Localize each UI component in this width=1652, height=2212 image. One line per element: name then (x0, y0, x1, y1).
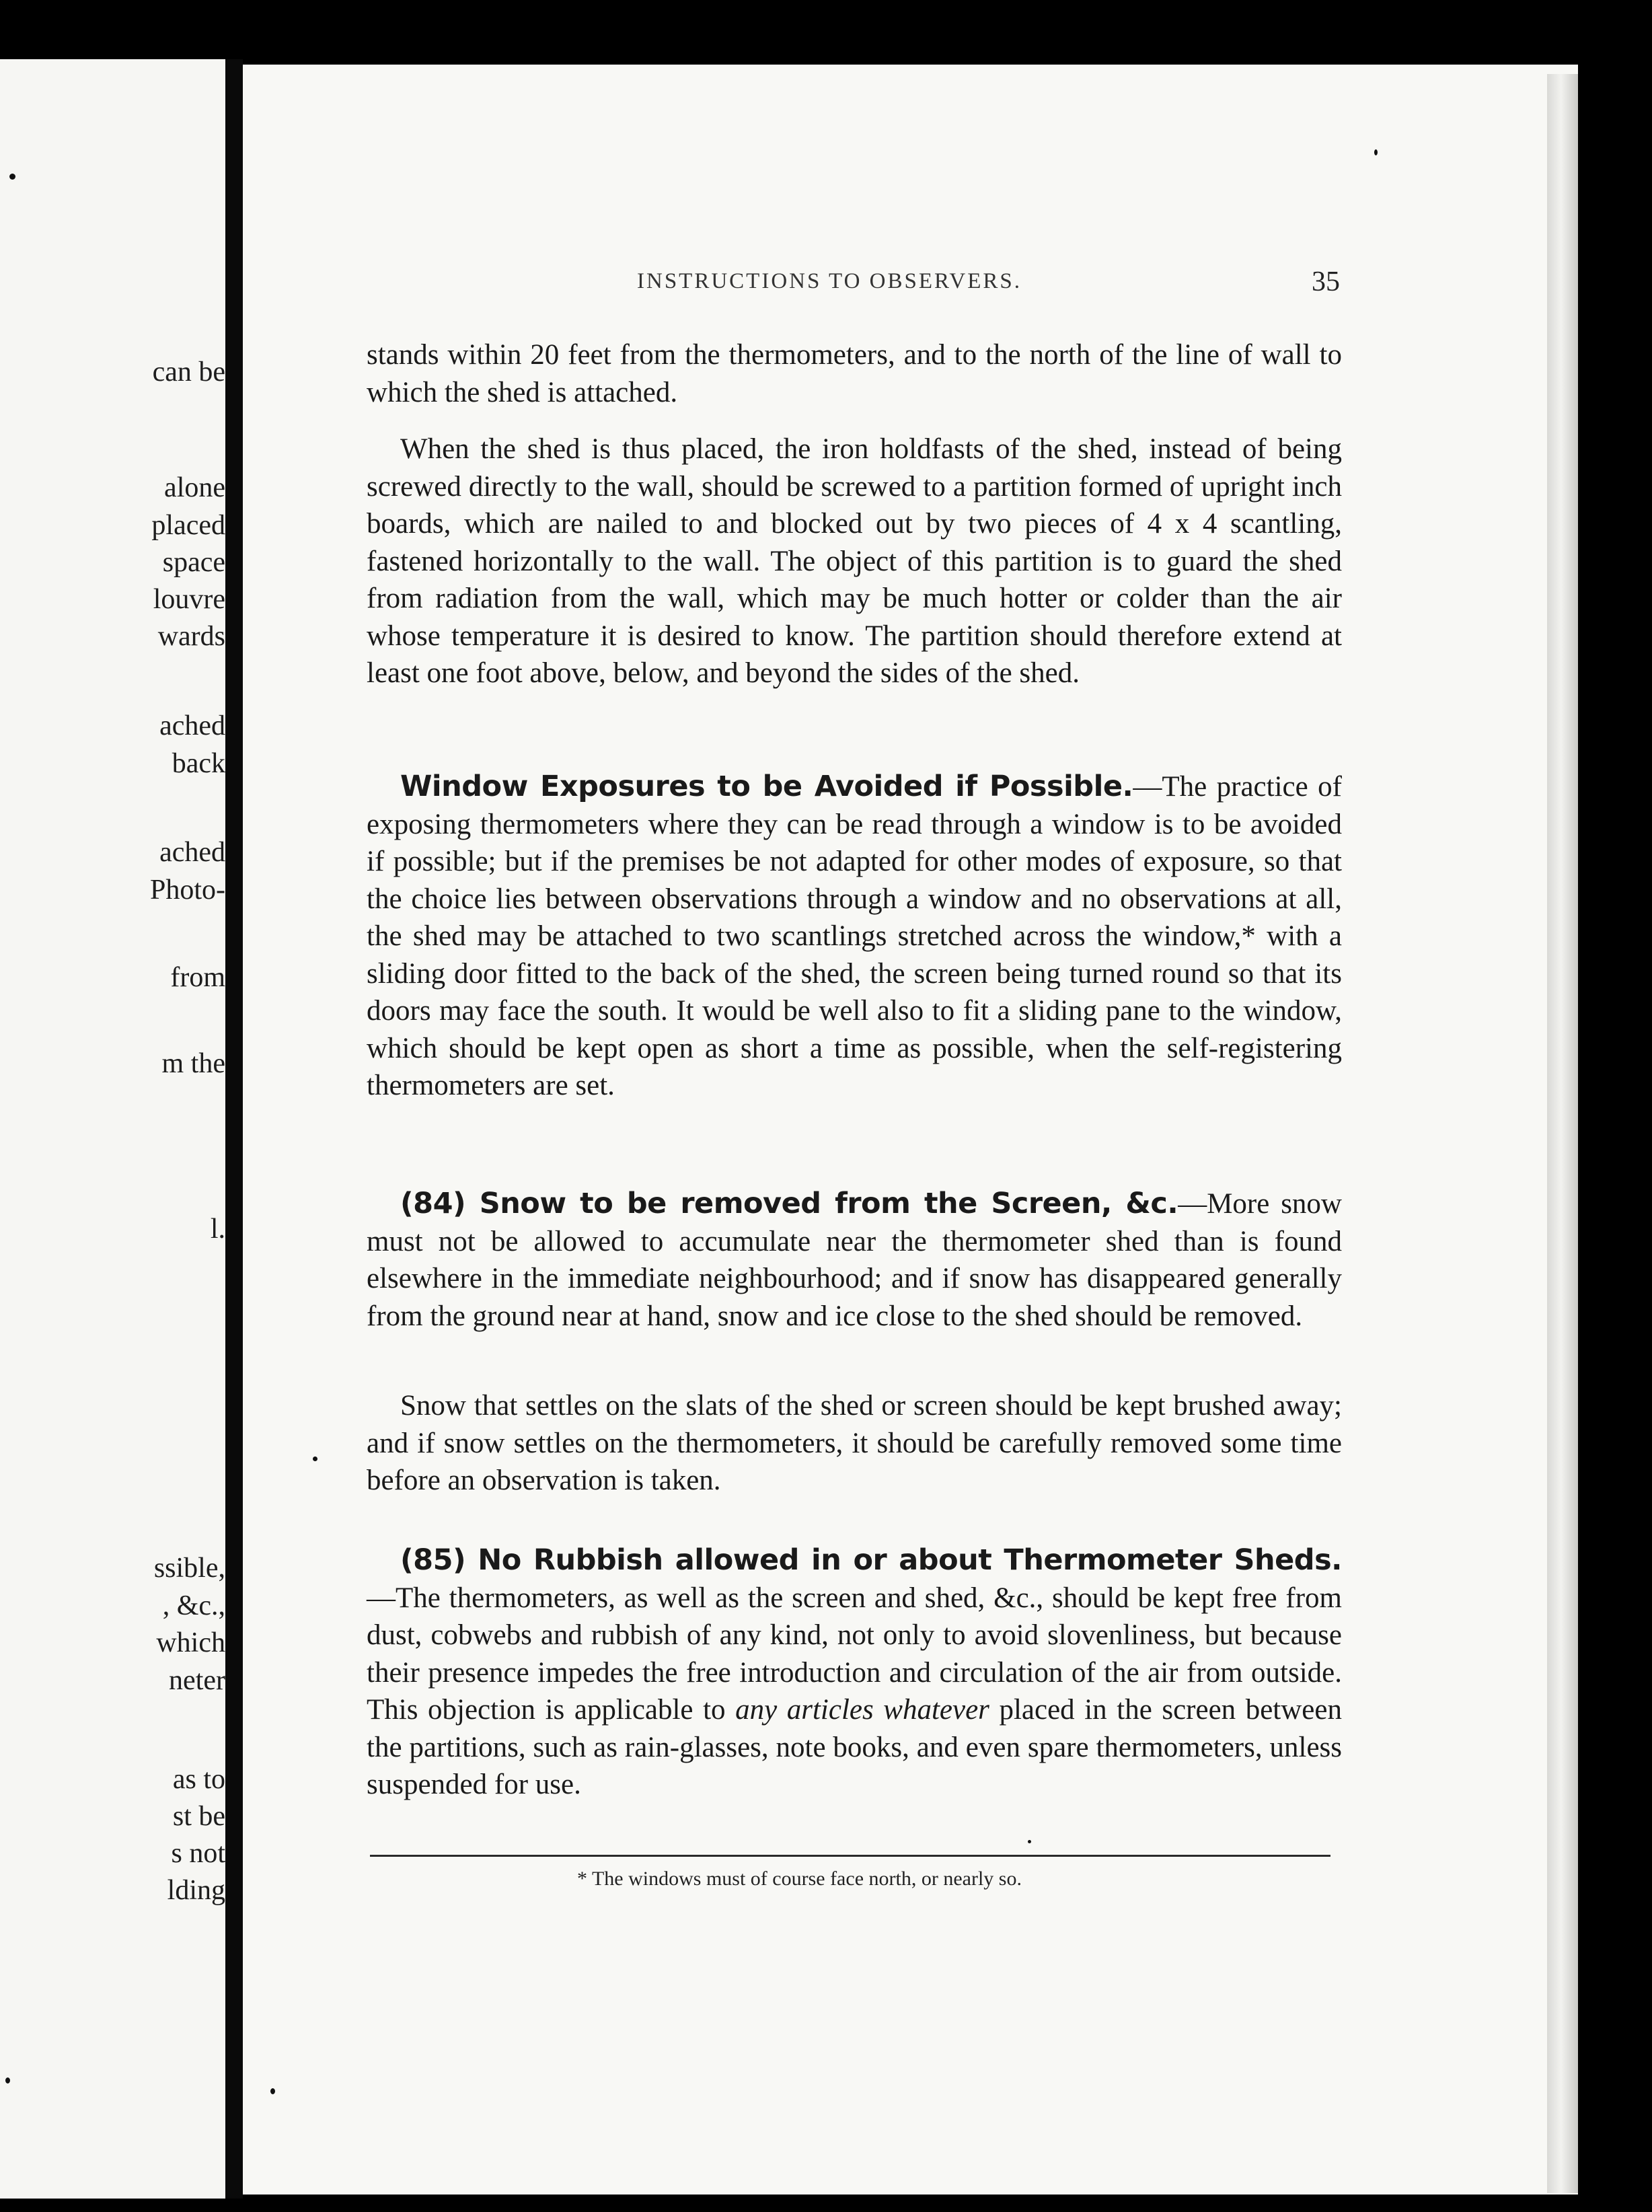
scan-speck (1028, 1840, 1031, 1843)
left-fragment: s not (171, 1838, 225, 1869)
left-fragment: m the (161, 1048, 225, 1079)
paragraph-text: When the shed is thus placed, the iron holdfasts of the shed, instead of being screwed directly to the wall, should be screwed to a partition formed of upright inch boards, which are nailed to and blocked out by two pieces of 4 x 4 scantling, fastened horizontally to the wall. The object of this partition is to guard the shed from radiation from the wall, which may be much hotter or colder than the air whose temperature it is desired to know. The partition should therefore extend at least one foot above, below, and beyond the sides of the shed. (367, 433, 1342, 689)
section-window-exposures (367, 768, 1342, 1105)
left-fragment: placed (151, 510, 225, 541)
scan-right-border (1578, 59, 1652, 2212)
paragraph (367, 336, 1342, 411)
scan-top-border (0, 0, 1652, 59)
paragraph (367, 431, 1342, 692)
left-fragment: lding (167, 1875, 225, 1906)
left-fragment: neter (169, 1665, 225, 1696)
left-fragment: st be (172, 1801, 225, 1832)
page-edge (1547, 74, 1578, 2193)
left-fragment: , &c., (162, 1590, 225, 1621)
paragraph-text: stands within 20 feet from the thermometers, and to the north of the line of wall to which the shed is attached. (367, 339, 1342, 408)
left-fragment: Photo- (149, 875, 225, 906)
footnote-rule (370, 1855, 1330, 1857)
gutter-shadow (225, 59, 243, 2199)
section-rubbish (367, 1542, 1342, 1804)
section-text: —The thermometers, as well as the screen and shed, &c., should be kept free from dust, cobwebs and rubbish of any kind, not only to avoid slovenliness, but because their presence impedes the free introduction and circulation of the air from outside. This objection is applicable to (367, 1582, 1342, 1726)
page-number: 35 (1312, 266, 1340, 297)
paragraph (367, 1387, 1342, 1500)
left-fragment: from (170, 962, 225, 993)
section-paragraph (367, 1542, 1342, 1804)
scan-speck (270, 2088, 275, 2094)
left-fragment: space (162, 547, 225, 578)
section-text: —More snow must not be allowed to accumulate near the thermometer shed than is found elsewhere in the immediate neighbourhood; and if snow has disappeared generally from the ground near at hand, snow and ice close to the shed should be removed. (367, 1188, 1342, 1332)
section-paragraph (367, 768, 1342, 1105)
left-fragment: louvre (153, 584, 225, 615)
section-snow (367, 1185, 1342, 1335)
left-fragment: can be (152, 357, 225, 388)
section-heading: Window Exposures to be Avoided if Possible. (400, 770, 1133, 803)
left-fragment: l. (210, 1214, 225, 1245)
section-paragraph (367, 1185, 1342, 1335)
paragraph-text: Snow that settles on the slats of the shed or screen should be kept brushed away; and if snow settles on the thermometers, it should be carefully removed some time before an observation is taken. (367, 1390, 1342, 1496)
left-fragment: ssible, (153, 1553, 225, 1584)
left-fragment: back (172, 748, 225, 779)
running-head: INSTRUCTIONS TO OBSERVERS. (637, 269, 1022, 293)
scan-speck (9, 174, 15, 180)
section-text: —The practice of exposing thermometers where they can be read through a window is to be avoided if possible; but if the premises be not adapted for other modes of exposure, so that the choice lies between observations through a window and no observations at all, the shed may be attached to two scantlings stretched across the window,* with a sliding door fitted to the back of the shed, the screen being turned round so that its doors may face the south. It would be well also to fit a sliding pane to the window, which should be kept open as short a time as possible, when the self-registering thermometers are set. (367, 771, 1342, 1101)
left-fragment: alone (164, 472, 225, 503)
left-fragment: as to (172, 1764, 225, 1795)
left-fragment: wards (157, 621, 225, 652)
section-heading: (84) Snow to be removed from the Screen, &c. (400, 1187, 1178, 1220)
footnote: * The windows must of course face north, or nearly so. (577, 1868, 1022, 1890)
scan-speck (313, 1457, 317, 1461)
scan-speck (5, 2077, 10, 2084)
section-heading: (85) No Rubbish allowed in or about Thermometer Sheds. (400, 1543, 1342, 1577)
section-text: placed in the screen between the partitions, such as rain-glasses, note books, and even spare thermometers, unless suspended for use. (367, 1694, 1342, 1800)
left-fragment: ached (159, 710, 225, 741)
left-fragment: ached (159, 837, 225, 868)
facing-page-fragment (0, 59, 225, 2199)
scan-speck (1374, 149, 1378, 155)
emphasis-text: any articles whatever (735, 1694, 989, 1726)
left-fragment: which (156, 1627, 225, 1658)
